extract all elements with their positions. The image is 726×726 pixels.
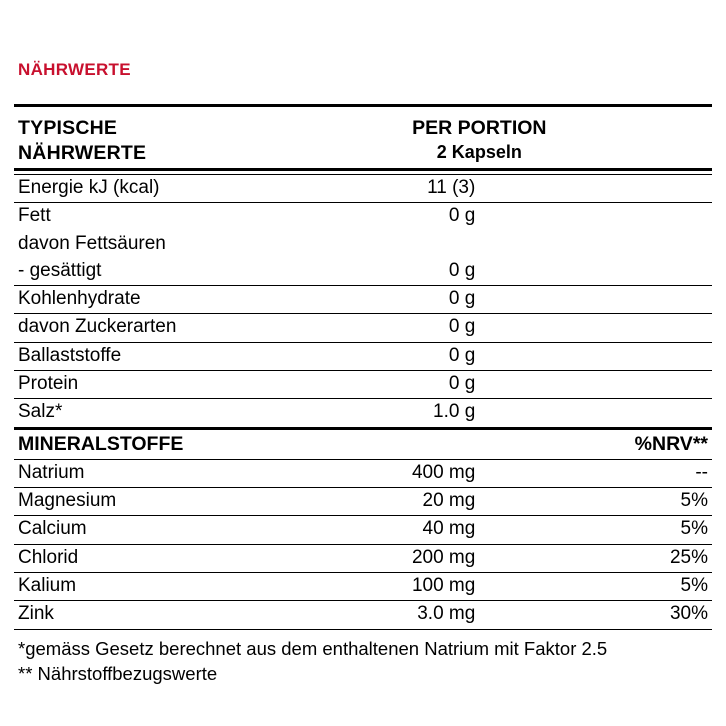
row-name: Energie kJ (kcal) bbox=[14, 174, 247, 202]
table-row bbox=[14, 371, 712, 399]
table-row bbox=[14, 487, 712, 515]
row-name: Calcium bbox=[14, 516, 247, 544]
row-name: Ballaststoffe bbox=[14, 342, 247, 370]
row-value: 3.0 mg bbox=[247, 601, 480, 629]
row-name: Natrium bbox=[18, 461, 85, 483]
page-title: NÄHRWERTE bbox=[18, 60, 131, 79]
table-row bbox=[14, 516, 712, 544]
header-value-main: PER PORTION bbox=[412, 117, 547, 139]
row-name: Fett bbox=[14, 203, 247, 231]
table-row bbox=[14, 203, 712, 231]
row-value: 1.0 g bbox=[247, 399, 480, 428]
row-nrv bbox=[479, 399, 712, 428]
table-header-row bbox=[14, 110, 712, 169]
row-name: Salz* bbox=[14, 399, 247, 428]
row-name: davon Zuckerarten bbox=[14, 314, 247, 342]
row-value: 20 mg bbox=[247, 487, 480, 515]
row-value bbox=[247, 231, 480, 258]
row-name: davon Fettsäuren bbox=[18, 232, 166, 254]
table-row bbox=[14, 286, 712, 314]
nutrition-table bbox=[14, 104, 712, 633]
row-nrv: -- bbox=[695, 461, 708, 483]
rule-cell bbox=[14, 629, 712, 633]
nutrition-table-body bbox=[14, 106, 712, 633]
row-name: Zink bbox=[14, 601, 247, 629]
table-row bbox=[14, 258, 712, 286]
header-value-sub: 2 Kapseln bbox=[436, 141, 522, 162]
minerals-header-nrv: %NRV** bbox=[479, 428, 712, 459]
row-name: Chlorid bbox=[14, 544, 247, 572]
row-value: 11 (3) bbox=[247, 174, 480, 202]
row-nrv bbox=[479, 258, 712, 286]
table-bottom-rule bbox=[14, 629, 712, 633]
table-row bbox=[14, 601, 712, 629]
table-row bbox=[14, 572, 712, 600]
row-nrv bbox=[479, 174, 712, 202]
table-row bbox=[14, 399, 712, 428]
row-value: 0 g bbox=[247, 314, 480, 342]
minerals-header-name: MINERALSTOFFE bbox=[14, 428, 247, 459]
row-value: 400 mg bbox=[411, 461, 476, 483]
minerals-header-value bbox=[247, 428, 480, 459]
row-nrv bbox=[479, 286, 712, 314]
row-nrv bbox=[479, 231, 712, 258]
row-nrv: 25% bbox=[479, 544, 712, 572]
table-row bbox=[14, 342, 712, 370]
row-value: 40 mg bbox=[247, 516, 480, 544]
footnotes bbox=[18, 637, 712, 687]
row-name: Kalium bbox=[14, 572, 247, 600]
row-name: - gesättigt bbox=[18, 259, 102, 281]
table-row bbox=[14, 174, 712, 202]
row-value: 0 g bbox=[247, 286, 480, 314]
row-value: 0 g bbox=[247, 342, 480, 370]
row-nrv: 5% bbox=[479, 516, 712, 544]
table-row bbox=[14, 314, 712, 342]
footnote-salt: *gemäss Gesetz berechnet aus dem enthaltenen Natrium mit Faktor 2.5 bbox=[18, 637, 608, 659]
row-value: 0 g bbox=[247, 203, 480, 231]
row-nrv: 5% bbox=[479, 572, 712, 600]
row-name: Magnesium bbox=[14, 487, 247, 515]
table-row bbox=[14, 544, 712, 572]
row-nrv: 30% bbox=[479, 601, 712, 629]
row-nrv bbox=[479, 314, 712, 342]
row-nrv bbox=[479, 203, 712, 231]
minerals-header-row bbox=[14, 428, 712, 459]
row-value: 100 mg bbox=[247, 572, 480, 600]
row-value: 0 g bbox=[448, 259, 476, 281]
row-nrv bbox=[479, 371, 712, 399]
row-nrv bbox=[479, 342, 712, 370]
header-name: TYPISCHE NÄHRWERTE bbox=[18, 117, 147, 164]
row-name: Kohlenhydrate bbox=[14, 286, 247, 314]
header-value bbox=[247, 110, 712, 169]
table-row bbox=[14, 459, 712, 487]
table-row bbox=[14, 231, 712, 258]
footnote-nrv: ** Nährstoffbezugswerte bbox=[18, 662, 218, 684]
row-value: 200 mg bbox=[247, 544, 480, 572]
row-name: Protein bbox=[14, 371, 247, 399]
row-value: 0 g bbox=[247, 371, 480, 399]
row-nrv: 5% bbox=[479, 487, 712, 515]
